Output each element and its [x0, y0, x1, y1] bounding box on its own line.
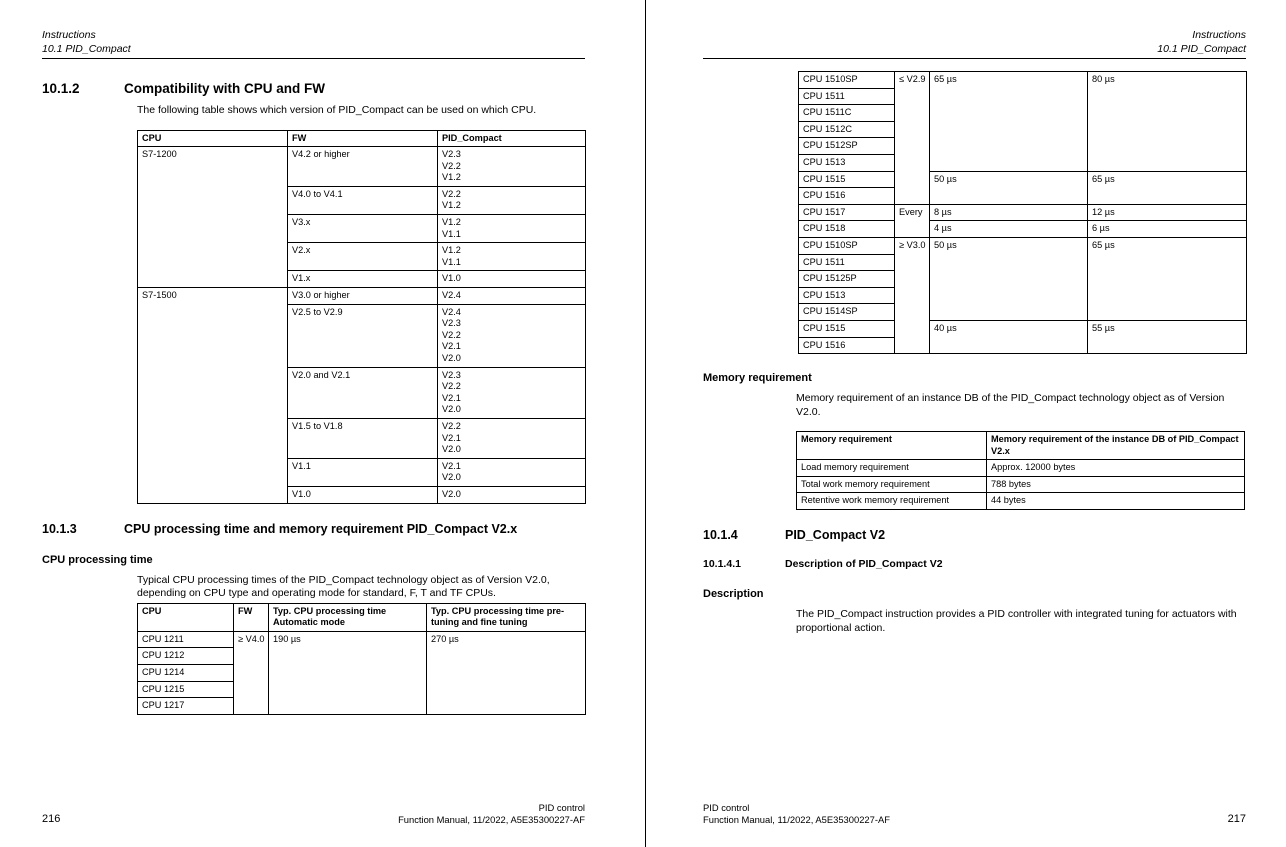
- footer-right: [703, 802, 1246, 825]
- table-row: [138, 418, 586, 458]
- cell-tuning: [1088, 88, 1247, 105]
- cell-fw: V4.0 to V4.1: [288, 186, 438, 214]
- table-row: [799, 204, 1247, 221]
- page-right: [643, 0, 1286, 847]
- cell-cpu: CPU 15125P: [799, 271, 895, 288]
- cell-cpu: CPU 1515: [799, 320, 895, 337]
- running-head-title: Instructions: [42, 29, 96, 41]
- cell-cpu: CPU 1511: [799, 254, 895, 271]
- heading-10-1-2-title: Compatibility with CPU and FW: [124, 81, 325, 96]
- cell-pid-compact: V2.4: [438, 288, 586, 305]
- cell-pid-compact: V2.2 V2.1 V2.0: [438, 418, 586, 458]
- cell-memory-label: Retentive work memory requirement: [797, 493, 987, 510]
- cell-cpu: CPU 1217: [138, 698, 234, 715]
- cpu-processing-time-intro: Typical CPU processing times of the PID_Compact technology object as of Version V2.0, depending on CPU type and operating mode for standard, F, T and TF CPUs.: [137, 573, 550, 600]
- cell-tuning: [1088, 105, 1247, 122]
- cell-fw: [895, 337, 930, 354]
- subheading-cpu-processing-time: CPU processing time: [42, 553, 153, 566]
- cell-auto-mode: 4 µs: [930, 221, 1088, 238]
- table-row: [138, 631, 586, 648]
- cell-fw: [234, 681, 269, 698]
- subheading-memory-requirement: Memory requirement: [703, 372, 812, 385]
- cell-fw: [234, 648, 269, 665]
- table-row: [138, 648, 586, 665]
- col-header-memory-requirement: Memory requirement: [797, 432, 987, 460]
- description-text: The PID_Compact instruction provides a PID controller with integrated tuning for actuators with proportional action.: [796, 608, 1237, 634]
- cell-auto-mode: [930, 154, 1088, 171]
- cell-tuning: 55 µs: [1088, 320, 1247, 337]
- table-row: [138, 215, 586, 243]
- cell-fw: [895, 88, 930, 105]
- col-header-fw: FW: [288, 130, 438, 147]
- cell-cpu: CPU 1510SP: [799, 72, 895, 89]
- cell-tuning: [1088, 121, 1247, 138]
- footer-title-left: PID control: [538, 802, 585, 813]
- col-header-fw: FW: [234, 603, 269, 631]
- table-row: [138, 681, 586, 698]
- memory-requirement-intro: Memory requirement of an instance DB of the PID_Compact technology object as of Version V2.0.: [796, 392, 1225, 418]
- cell-tuning: [1088, 271, 1247, 288]
- table-row: [797, 460, 1245, 477]
- cell-auto-mode: [269, 664, 427, 681]
- cell-fw: [895, 188, 930, 205]
- table-row: [799, 271, 1247, 288]
- page-number-right: 217: [1227, 812, 1246, 825]
- cell-cpu: CPU 1517: [799, 204, 895, 221]
- heading-10-1-4-1-number: 10.1.4.1: [703, 558, 741, 571]
- running-head-left: [42, 28, 585, 59]
- cell-fw: [895, 138, 930, 155]
- cell-fw: V2.x: [288, 243, 438, 271]
- cell-tuning: [427, 664, 586, 681]
- table-row: [138, 304, 586, 367]
- cell-pid-compact: V2.2 V1.2: [438, 186, 586, 214]
- cpu-processing-time-table: [137, 603, 586, 715]
- table-row: [797, 493, 1245, 510]
- cell-auto-mode: [930, 121, 1088, 138]
- cell-cpu: [138, 304, 288, 367]
- col-header-pid: PID_Compact: [438, 130, 586, 147]
- cell-auto-mode: 40 µs: [930, 320, 1088, 337]
- page-number-left: 216: [42, 812, 61, 825]
- cell-tuning: [1088, 287, 1247, 304]
- running-head-rule: [42, 58, 585, 59]
- cell-fw: [895, 271, 930, 288]
- table-row: [138, 698, 586, 715]
- cell-pid-compact: V1.0: [438, 271, 586, 288]
- cell-auto-mode: 50 µs: [930, 237, 1088, 254]
- cell-tuning: [1088, 337, 1247, 354]
- cell-fw: [234, 698, 269, 715]
- table-row: [138, 288, 586, 305]
- running-head-right: [703, 28, 1246, 59]
- running-head-section: 10.1 PID_Compact: [1157, 43, 1246, 55]
- cell-fw: V1.x: [288, 271, 438, 288]
- subheading-description: Description: [703, 588, 764, 601]
- cell-cpu: CPU 1515: [799, 171, 895, 188]
- cell-fw: ≥ V3.0: [895, 237, 930, 254]
- table-row: [138, 486, 586, 503]
- cell-tuning: [1088, 188, 1247, 205]
- cell-fw: V2.5 to V2.9: [288, 304, 438, 367]
- heading-10-1-2-number: 10.1.2: [42, 81, 80, 96]
- col-header-tuning: Typ. CPU processing time pre-tuning and fine tuning: [427, 603, 586, 631]
- heading-10-1-4-1-title: Description of PID_Compact V2: [785, 558, 943, 571]
- heading-10-1-4-number: 10.1.4: [703, 528, 738, 543]
- cell-fw: [895, 304, 930, 321]
- cell-fw: ≤ V2.9: [895, 72, 930, 89]
- cell-tuning: 12 µs: [1088, 204, 1247, 221]
- compatibility-table: [137, 130, 586, 504]
- heading-10-1-3: [42, 522, 585, 536]
- footer-title-right: PID control: [703, 802, 750, 813]
- table-row: [799, 138, 1247, 155]
- cell-fw: [895, 254, 930, 271]
- heading-10-1-4: [703, 528, 1246, 542]
- footer-reference-left: Function Manual, 11/2022, A5E35300227-AF: [398, 813, 585, 825]
- compat-intro-text: The following table shows which version of PID_Compact can be used on which CPU.: [137, 104, 537, 116]
- table-row: [799, 72, 1247, 89]
- cell-cpu: CPU 1512C: [799, 121, 895, 138]
- table-row: [138, 458, 586, 486]
- table-row: [799, 154, 1247, 171]
- col-header-cpu: CPU: [138, 603, 234, 631]
- cell-cpu: CPU 1212: [138, 648, 234, 665]
- cell-pid-compact: V1.2 V1.1: [438, 243, 586, 271]
- cell-fw: V3.0 or higher: [288, 288, 438, 305]
- heading-10-1-3-title: CPU processing time and memory requirement PID_Compact V2.x: [124, 521, 518, 536]
- table-row: [799, 171, 1247, 188]
- cell-cpu: [138, 458, 288, 486]
- running-head-rule: [703, 58, 1246, 59]
- col-header-instance-db: Memory requirement of the instance DB of PID_Compact V2.x: [987, 432, 1245, 460]
- table-row: [138, 243, 586, 271]
- heading-10-1-2: [42, 81, 585, 96]
- cell-cpu: [138, 367, 288, 418]
- cell-auto-mode: [930, 188, 1088, 205]
- cell-tuning: [427, 698, 586, 715]
- cpu-processing-time-table-continued: [798, 71, 1247, 354]
- cell-cpu: [138, 243, 288, 271]
- cell-tuning: 65 µs: [1088, 171, 1247, 188]
- col-header-auto-mode: Typ. CPU processing time Automatic mode: [269, 603, 427, 631]
- table-header-row: [797, 432, 1245, 460]
- table-row: [799, 337, 1247, 354]
- cell-auto-mode: [269, 681, 427, 698]
- cell-cpu: CPU 1512SP: [799, 138, 895, 155]
- cell-cpu: CPU 1516: [799, 188, 895, 205]
- cell-tuning: [1088, 154, 1247, 171]
- cell-fw: V4.2 or higher: [288, 147, 438, 187]
- cell-pid-compact: V2.1 V2.0: [438, 458, 586, 486]
- cell-fw: V1.5 to V1.8: [288, 418, 438, 458]
- cell-fw: ≥ V4.0: [234, 631, 269, 648]
- cell-fw: [895, 221, 930, 238]
- cell-auto-mode: 8 µs: [930, 204, 1088, 221]
- cell-auto-mode: [930, 254, 1088, 271]
- table-row: [799, 105, 1247, 122]
- cell-pid-compact: V2.3 V2.2 V2.1 V2.0: [438, 367, 586, 418]
- cell-fw: [895, 171, 930, 188]
- cell-pid-compact: V1.2 V1.1: [438, 215, 586, 243]
- table-row: [799, 121, 1247, 138]
- cell-cpu: CPU 1516: [799, 337, 895, 354]
- cell-auto-mode: [930, 105, 1088, 122]
- cell-cpu: CPU 1214: [138, 664, 234, 681]
- footer-left: [42, 802, 585, 825]
- cell-fw: [895, 105, 930, 122]
- table-row: [138, 664, 586, 681]
- table-row: [799, 221, 1247, 238]
- cell-fw: [234, 664, 269, 681]
- cell-cpu: [138, 418, 288, 458]
- cell-auto-mode: [930, 337, 1088, 354]
- cell-auto-mode: [269, 698, 427, 715]
- cell-cpu: [138, 215, 288, 243]
- cell-pid-compact: V2.4 V2.3 V2.2 V2.1 V2.0: [438, 304, 586, 367]
- table-row: [797, 476, 1245, 493]
- cell-cpu: CPU 1511C: [799, 105, 895, 122]
- cell-auto-mode: [930, 271, 1088, 288]
- cell-auto-mode: [930, 88, 1088, 105]
- table-row: [799, 188, 1247, 205]
- heading-10-1-3-number: 10.1.3: [42, 521, 77, 536]
- cell-cpu: [138, 186, 288, 214]
- table-header-row: [138, 130, 586, 147]
- cell-auto-mode: [930, 304, 1088, 321]
- cell-cpu: CPU 1513: [799, 287, 895, 304]
- cell-cpu: CPU 1514SP: [799, 304, 895, 321]
- cell-cpu: [138, 486, 288, 503]
- cell-cpu: S7-1500: [138, 288, 288, 305]
- cell-cpu: CPU 1510SP: [799, 237, 895, 254]
- cell-tuning: 65 µs: [1088, 237, 1247, 254]
- cell-auto-mode: [930, 287, 1088, 304]
- table-row: [138, 147, 586, 187]
- cell-memory-value: Approx. 12000 bytes: [987, 460, 1245, 477]
- cell-pid-compact: V2.3 V2.2 V1.2: [438, 147, 586, 187]
- running-head-title: Instructions: [1192, 29, 1246, 41]
- table-row: [138, 186, 586, 214]
- running-head-section: 10.1 PID_Compact: [42, 43, 131, 55]
- table-header-row: [138, 603, 586, 631]
- cell-cpu: CPU 1215: [138, 681, 234, 698]
- table-row: [799, 287, 1247, 304]
- cell-fw: [895, 287, 930, 304]
- cell-auto-mode: 190 µs: [269, 631, 427, 648]
- cell-cpu: CPU 1211: [138, 631, 234, 648]
- table-row: [138, 271, 586, 288]
- cell-fw: Every: [895, 204, 930, 221]
- cell-fw: [895, 320, 930, 337]
- cell-cpu: [138, 271, 288, 288]
- cell-tuning: 6 µs: [1088, 221, 1247, 238]
- memory-requirement-table: [796, 431, 1245, 510]
- cell-memory-label: Total work memory requirement: [797, 476, 987, 493]
- heading-10-1-4-1: [703, 558, 1246, 570]
- cell-fw: V3.x: [288, 215, 438, 243]
- footer-reference-right: Function Manual, 11/2022, A5E35300227-AF: [703, 813, 890, 825]
- cell-tuning: 270 µs: [427, 631, 586, 648]
- table-row: [799, 88, 1247, 105]
- cell-cpu: CPU 1513: [799, 154, 895, 171]
- table-row: [799, 254, 1247, 271]
- cell-auto-mode: 65 µs: [930, 72, 1088, 89]
- cell-cpu: CPU 1518: [799, 221, 895, 238]
- cell-tuning: [1088, 304, 1247, 321]
- table-row: [799, 304, 1247, 321]
- cell-tuning: [427, 681, 586, 698]
- table-row: [799, 237, 1247, 254]
- cell-fw: V1.1: [288, 458, 438, 486]
- cell-cpu: S7-1200: [138, 147, 288, 187]
- cell-tuning: [1088, 138, 1247, 155]
- cell-tuning: 80 µs: [1088, 72, 1247, 89]
- cell-auto-mode: [269, 648, 427, 665]
- cell-fw: [895, 154, 930, 171]
- cell-memory-label: Load memory requirement: [797, 460, 987, 477]
- heading-10-1-4-title: PID_Compact V2: [785, 528, 886, 543]
- cell-auto-mode: [930, 138, 1088, 155]
- cell-tuning: [1088, 254, 1247, 271]
- cell-fw: V1.0: [288, 486, 438, 503]
- cell-memory-value: 788 bytes: [987, 476, 1245, 493]
- cell-auto-mode: 50 µs: [930, 171, 1088, 188]
- cell-fw: [895, 121, 930, 138]
- table-row: [138, 367, 586, 418]
- cell-tuning: [427, 648, 586, 665]
- cell-fw: V2.0 and V2.1: [288, 367, 438, 418]
- table-row: [799, 320, 1247, 337]
- col-header-cpu: CPU: [138, 130, 288, 147]
- cell-memory-value: 44 bytes: [987, 493, 1245, 510]
- cell-pid-compact: V2.0: [438, 486, 586, 503]
- cell-cpu: CPU 1511: [799, 88, 895, 105]
